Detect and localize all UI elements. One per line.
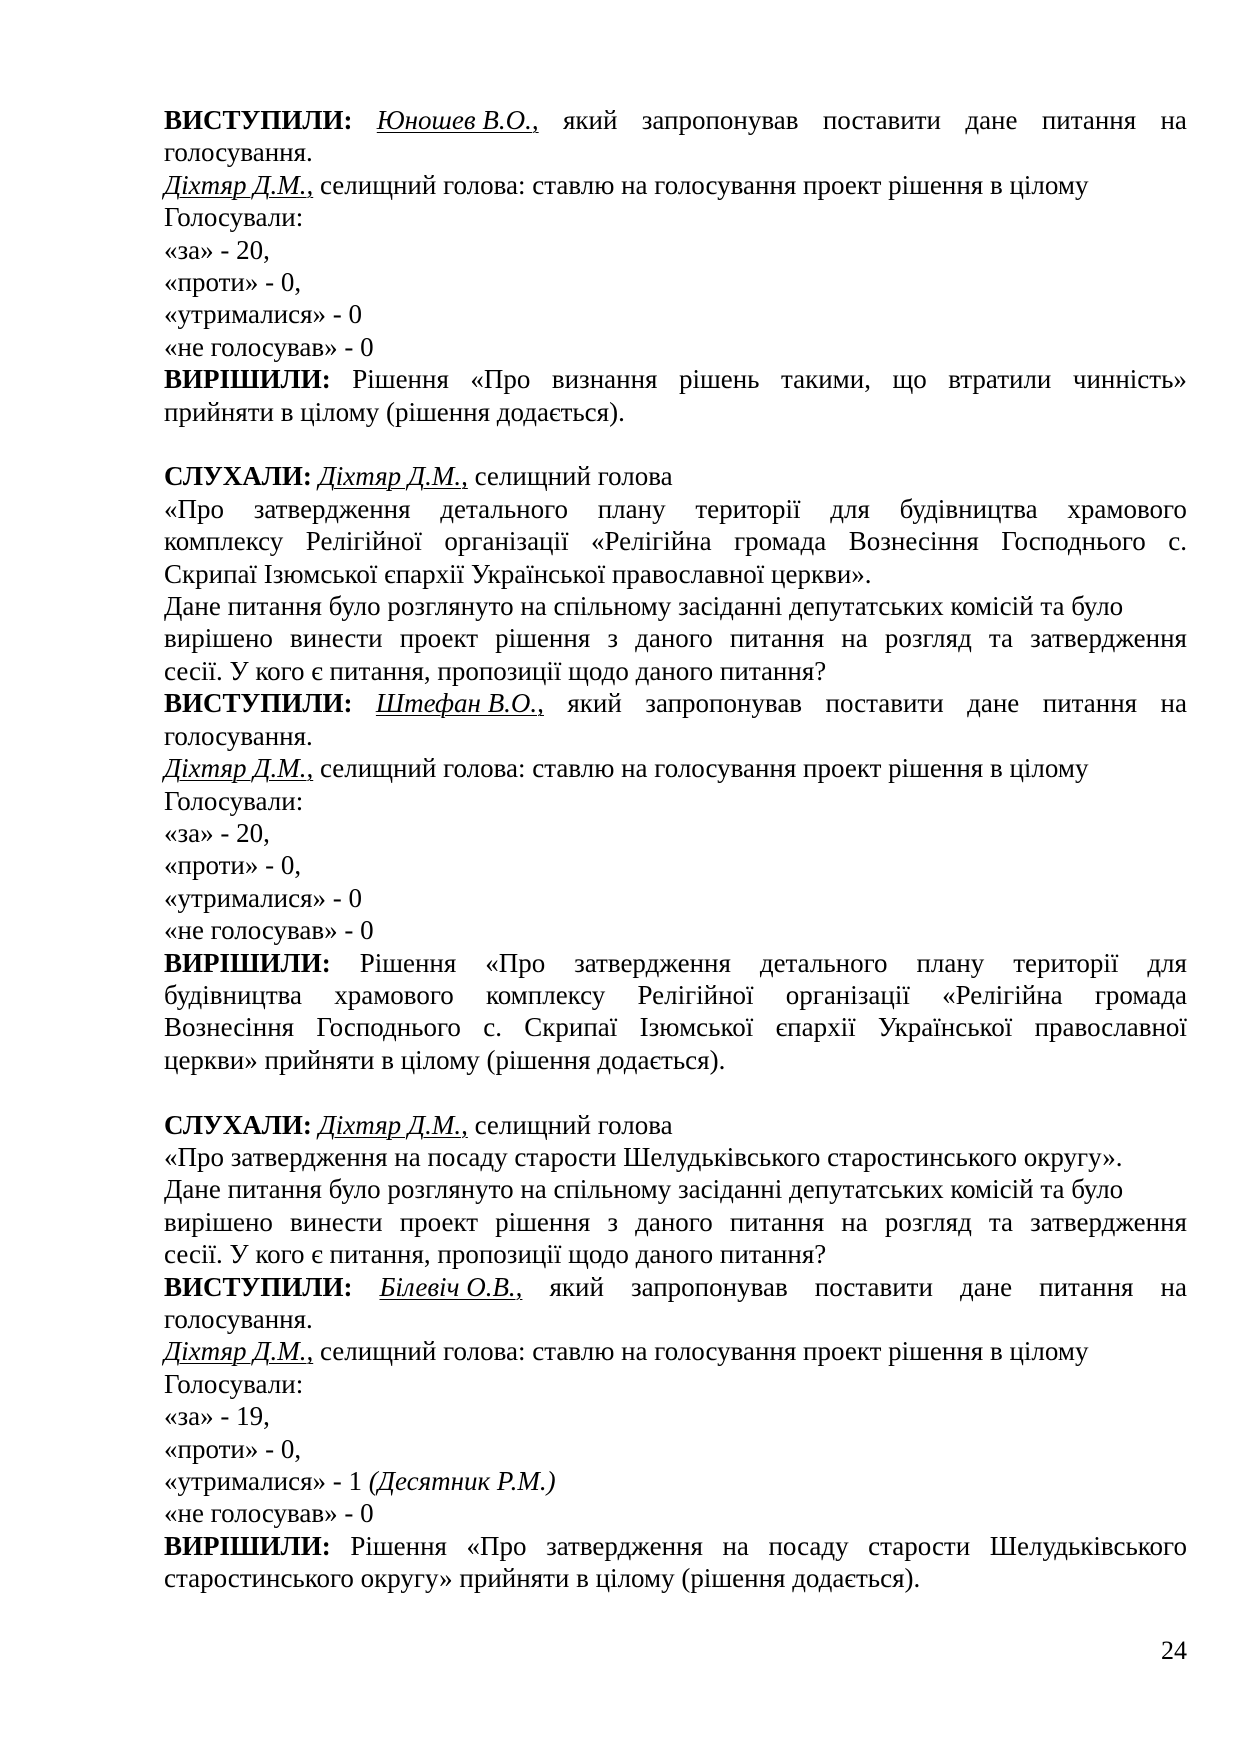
text-word: Релігійної	[637, 979, 754, 1010]
vote-for: «за» - 20,	[164, 234, 270, 265]
text-word: який	[549, 1271, 604, 1302]
text-word: який	[567, 688, 622, 719]
text-word: питання	[1042, 688, 1138, 719]
text-word: детального	[440, 493, 568, 524]
decision-line	[164, 1530, 1187, 1562]
text-word: з	[607, 623, 619, 654]
decision-line-cont: прийняти в цілому (рішення додається).	[164, 396, 625, 427]
text-word: затвердження	[1030, 623, 1187, 654]
vote-abstained-count: «утрималися» - 1	[164, 1466, 369, 1497]
text-word: Рішення	[359, 947, 457, 978]
section-label: ВИСТУПИЛИ:	[164, 688, 353, 719]
discussion-line	[164, 622, 1187, 654]
text-word: «Про	[485, 947, 546, 978]
text-word: організації	[444, 526, 569, 557]
speakers-line	[164, 104, 1187, 136]
text-word: який	[562, 105, 618, 135]
question-line: Скрипаї Ізюмської єпархії Української православної церкви».	[164, 558, 872, 589]
decision-line	[164, 1011, 1187, 1043]
question-line	[164, 525, 1187, 557]
text-word: Ізюмської	[639, 1012, 754, 1043]
text-word: рішень	[678, 364, 760, 395]
text-word: Господнього	[1001, 526, 1146, 557]
text-word: комплексу	[485, 979, 606, 1010]
text-word: єпархії	[775, 1012, 856, 1043]
text-word: затвердження	[546, 1530, 703, 1561]
heard-line	[164, 460, 1187, 492]
text-word: громада	[1094, 979, 1187, 1010]
section-label: ВИСТУПИЛИ:	[164, 1271, 353, 1302]
text-word: на	[1160, 105, 1187, 135]
text-word: питання	[1039, 1271, 1134, 1302]
speaker-name: Діхтяр Д.М.,	[164, 1336, 314, 1367]
discussion-line: сесії. У кого є питання, пропозиції щодо даного питання?	[164, 655, 827, 686]
abstained-person: (Десятник Р.М.)	[368, 1466, 556, 1497]
discussion-line: Дане питання було розглянуто на спільному засіданні депутатських комісій та було	[164, 591, 1124, 622]
text-word: храмового	[1067, 493, 1187, 524]
text-word: запропонував	[641, 105, 799, 135]
text-word: на	[841, 623, 868, 654]
decision-line	[164, 947, 1187, 979]
vote-abstained: «утрималися» - 0	[164, 882, 363, 913]
votes-heading: Голосували:	[164, 202, 304, 233]
text-word: з	[607, 1206, 619, 1237]
text-word: проект	[399, 623, 479, 654]
vote-against: «проти» - 0,	[164, 850, 302, 881]
text-word: храмового	[334, 979, 454, 1010]
text-word: та	[988, 1206, 1014, 1237]
speaker-name: Діхтяр Д.М.,	[318, 461, 468, 492]
heard-line	[164, 1109, 1187, 1141]
vote-for: «за» - 20,	[164, 817, 270, 848]
text-word: затвердження	[253, 493, 411, 524]
chair-proposal	[164, 169, 1187, 201]
paragraph-gap	[164, 1076, 1187, 1108]
speaker-name: Діхтяр Д.М.,	[164, 169, 314, 200]
votes-heading: Голосували:	[164, 1368, 304, 1399]
text-word: такими,	[780, 364, 871, 395]
text-word: питання	[1041, 105, 1137, 135]
discussion-line: Дане питання було розглянуто на спільному засіданні депутатських комісій та було	[164, 1174, 1124, 1205]
chair-proposal-text: селищний голова: ставлю на голосування проект рішення в цілому	[313, 753, 1089, 784]
text-word: будівництва	[164, 979, 303, 1010]
heard-label: СЛУХАЛИ:	[164, 1109, 312, 1140]
text-word: на	[722, 1530, 749, 1561]
decision-line-cont: старостинського округу» прийняти в цілому (рішення додається).	[164, 1563, 921, 1594]
text-word: Шелудьківського	[989, 1530, 1187, 1561]
text-word: Господнього	[316, 1012, 461, 1043]
text-word: затвердження	[574, 947, 731, 978]
text-word: Рішення	[350, 1530, 447, 1561]
text-word: даного	[635, 1206, 713, 1237]
text-word: запропонував	[630, 1271, 788, 1302]
speakers-line	[164, 1271, 1187, 1303]
text-word: дане	[959, 1271, 1013, 1302]
vote-against: «проти» - 0,	[164, 267, 302, 298]
speaker-name: Білевіч О.В.,	[379, 1271, 523, 1302]
speaker-name: Юношев В.О.,	[376, 105, 539, 135]
text-word: детального	[759, 947, 888, 978]
text-word: рішення	[495, 623, 591, 654]
speaker-name: Діхтяр Д.М.,	[318, 1109, 468, 1140]
chair-proposal-text: селищний голова: ставлю на голосування проект рішення в цілому	[313, 1336, 1089, 1367]
page-number: 24	[1161, 1636, 1187, 1665]
text-word: на	[1160, 1271, 1187, 1302]
text-word: та	[988, 623, 1014, 654]
vote-not-voted: «не голосував» - 0	[164, 1498, 374, 1529]
text-word: даного	[635, 623, 713, 654]
text-word: «Про	[470, 364, 531, 395]
text-word: будівництва	[899, 493, 1038, 524]
heard-label: СЛУХАЛИ:	[164, 461, 312, 492]
section-label: ВИРІШИЛИ:	[164, 1530, 331, 1561]
decision-line	[164, 979, 1187, 1011]
text-word: питання	[729, 623, 825, 654]
section-label: ВИРІШИЛИ:	[164, 947, 331, 978]
text-word: розгляд	[884, 623, 972, 654]
speakers-line-cont: голосування.	[164, 1304, 313, 1334]
text-word: питання	[729, 1206, 825, 1237]
text-word: Вознесіння	[848, 526, 979, 557]
vote-not-voted: «не голосував» - 0	[164, 915, 374, 946]
speaker-role: селищний голова	[467, 1109, 673, 1140]
text-word: дане	[967, 688, 1020, 719]
text-word: дане	[965, 105, 1018, 135]
vote-not-voted: «не голосував» - 0	[164, 331, 374, 362]
text-word: поставити	[822, 105, 941, 135]
speakers-line	[164, 687, 1187, 719]
text-word: проект	[399, 1206, 479, 1237]
text-word: посаду	[768, 1530, 849, 1561]
text-word: території	[1013, 947, 1119, 978]
paragraph-gap	[164, 428, 1187, 460]
text-word: плану	[597, 493, 666, 524]
text-word: для	[1147, 947, 1187, 978]
text-word: Скрипаї	[524, 1012, 618, 1043]
question-line: «Про затвердження на посаду старости Шелудьківського старостинського округу».	[164, 1141, 1123, 1172]
discussion-line	[164, 1206, 1187, 1238]
text-word: розгляд	[884, 1206, 972, 1237]
speaker-name: Штефан В.О.,	[375, 688, 544, 719]
votes-heading: Голосували:	[164, 785, 304, 816]
text-word: плану	[916, 947, 985, 978]
text-word: старости	[868, 1530, 971, 1561]
text-word: «Релігійна	[591, 526, 712, 557]
text-word: Української	[877, 1012, 1013, 1043]
text-word: на	[841, 1206, 868, 1237]
chair-proposal	[164, 752, 1187, 784]
text-word: запропонував	[645, 688, 803, 719]
question-line	[164, 493, 1187, 525]
vote-against: «проти» - 0,	[164, 1433, 302, 1464]
text-word: чинність»	[1072, 364, 1187, 395]
speakers-line-cont: голосування.	[164, 720, 313, 751]
text-word: для	[830, 493, 870, 524]
text-word: втратили	[948, 364, 1052, 395]
text-word: поставити	[825, 688, 944, 719]
vote-abstained: «утрималися» - 0	[164, 299, 363, 330]
vote-abstained	[164, 1465, 1187, 1497]
text-word: Вознесіння	[164, 1012, 295, 1043]
decision-line-cont: церкви» прийняти в цілому (рішення додається).	[164, 1044, 726, 1075]
vote-for: «за» - 19,	[164, 1401, 270, 1432]
text-word: Релігійної	[305, 526, 422, 557]
text-word: «Про	[466, 1530, 527, 1561]
text-word: визнання	[551, 364, 658, 395]
section-label: ВИРІШИЛИ:	[164, 364, 331, 395]
chair-proposal	[164, 1335, 1187, 1367]
text-word: вирішено	[164, 623, 273, 654]
document-body	[164, 104, 1187, 1595]
text-word: винести	[290, 623, 383, 654]
text-word: винести	[290, 1206, 383, 1237]
text-word: «Про	[164, 493, 224, 524]
text-word: поставити	[814, 1271, 933, 1302]
text-word: території	[695, 493, 801, 524]
text-word: затвердження	[1030, 1206, 1187, 1237]
text-word: вирішено	[164, 1206, 273, 1237]
text-word: організації	[785, 979, 910, 1010]
decision-line	[164, 363, 1187, 395]
section-label: ВИСТУПИЛИ:	[164, 105, 353, 135]
text-word: с.	[483, 1012, 502, 1043]
text-word: комплексу	[164, 526, 284, 557]
text-word: православної	[1034, 1012, 1187, 1043]
discussion-line: сесії. У кого є питання, пропозиції щодо даного питання?	[164, 1239, 827, 1270]
text-word: «Релігійна	[942, 979, 1063, 1010]
speaker-role: селищний голова	[467, 461, 673, 492]
text-word: що	[892, 364, 927, 395]
text-word: Рішення	[352, 364, 449, 395]
speakers-line-cont: голосування.	[164, 137, 313, 168]
text-word: рішення	[495, 1206, 591, 1237]
text-word: с.	[1168, 526, 1187, 557]
chair-proposal-text: селищний голова: ставлю на голосування проект рішення в цілому	[313, 169, 1089, 200]
text-word: на	[1160, 688, 1187, 719]
speaker-name: Діхтяр Д.М.,	[164, 753, 314, 784]
text-word: громада	[734, 526, 827, 557]
